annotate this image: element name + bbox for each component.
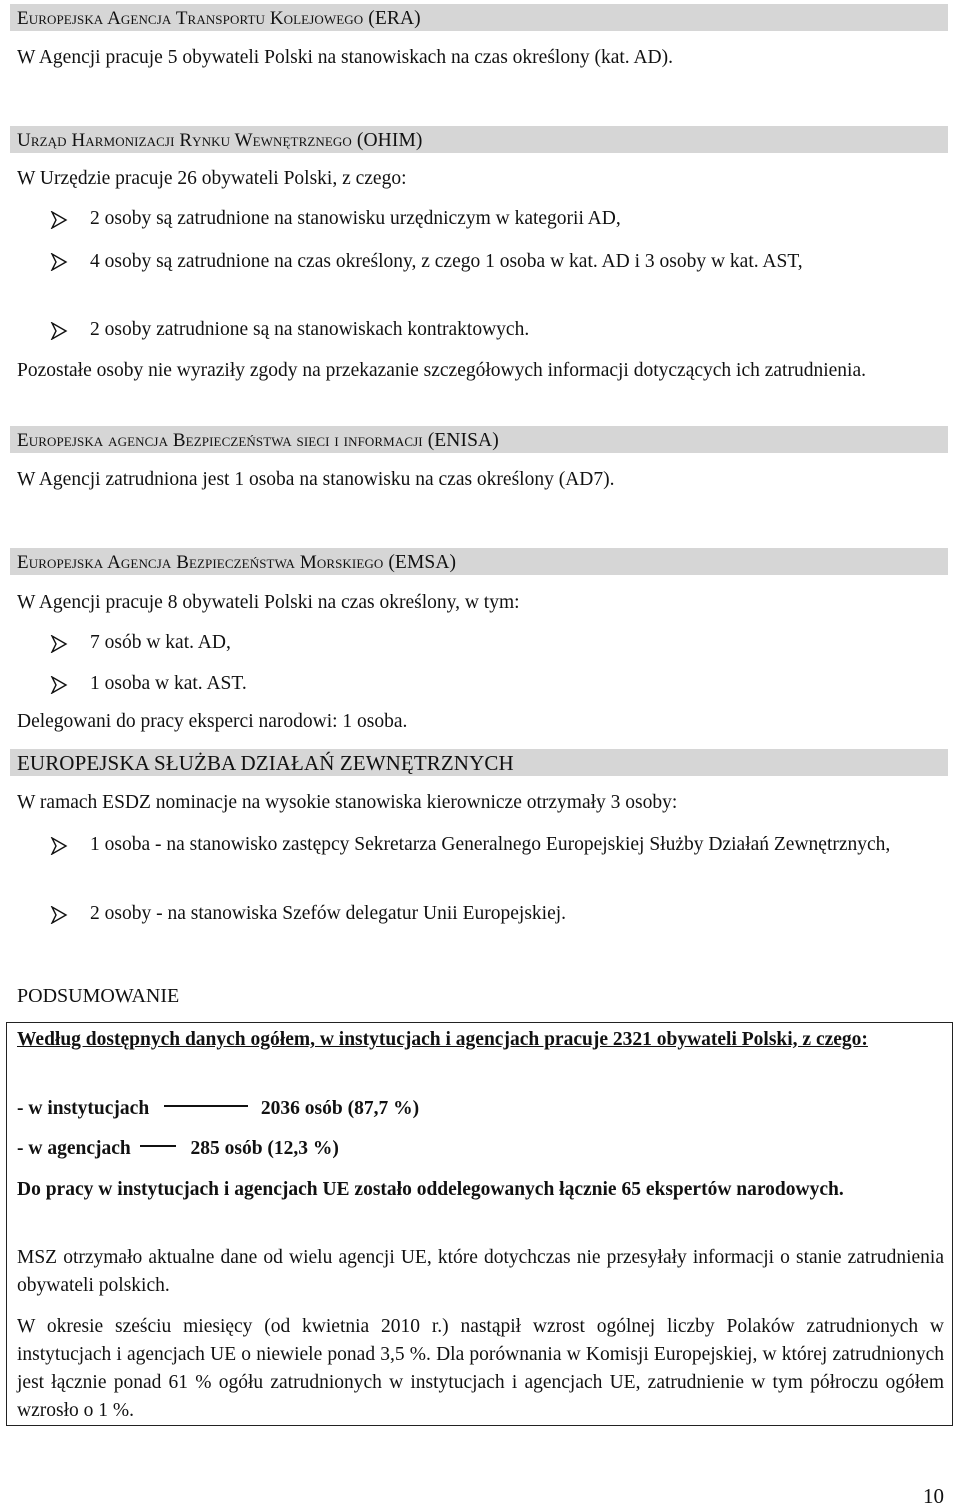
emsa-bullet: 7 osób w kat. AD, <box>90 632 231 653</box>
summary-heading: PODSUMOWANIE <box>17 985 180 1007</box>
agencies-value: 285 osób (12,3 %) <box>190 1138 339 1159</box>
institutions-label: - w instytucjach <box>17 1098 150 1119</box>
header-abbr: (ENISA) <box>427 430 499 451</box>
arrow-bullet-icon <box>50 253 68 271</box>
summary-institutions <box>17 1095 944 1123</box>
dash-line <box>140 1145 176 1147</box>
summary-agencies <box>17 1135 944 1163</box>
section-header-enisa <box>10 426 948 453</box>
dash-line <box>164 1105 248 1107</box>
era-text: W Agencji pracuje 5 obywateli Polski na stanowiskach na czas określony (kat. AD). <box>17 47 673 68</box>
page-number: 10 <box>923 1484 944 1508</box>
arrow-bullet-icon <box>50 322 68 340</box>
esdz-bullet: 1 osoba - na stanowisko zastępcy Sekretarza Generalnego Europejskiej Służby Działań Zewnętrznych, <box>90 834 891 855</box>
header-name: Europejska Agencja Bezpieczeństwa Morskiego <box>17 552 384 573</box>
emsa-bullet: 1 osoba w kat. AST. <box>90 673 247 694</box>
agencies-label: - w agencjach <box>17 1138 131 1159</box>
header-name: Europejska agencja Bezpieczeństwa sieci i informacji <box>17 430 423 451</box>
ohim-intro: W Urzędzie pracuje 26 obywateli Polski, z czego: <box>17 168 407 189</box>
section-header-esdz: EUROPEJSKA SŁUŻBA DZIAŁAŃ ZEWNĘTRZNYCH <box>10 749 948 776</box>
arrow-bullet-icon <box>50 635 68 653</box>
ohim-bullet: 4 osoby są zatrudnione na czas określony, z czego 1 osoba w kat. AD i 3 osoby w kat. AST, <box>90 251 803 272</box>
summary-growth: W okresie sześciu miesięcy (od kwietnia 2010 r.) nastąpił wzrost ogólnej liczby Polaków zatrudnionych w instytucjach i agencjach UE o niewiele ponad 3,5 %. Dla porównania w Komisji Europejskiej, w której zatrudnionych jest łącznie ponad 61 % ogółu zatrudnionych w instytucjach i agencjach UE, zatrudnienie w tym półroczu ogółem wzrosło o 1 %. <box>17 1316 944 1421</box>
emsa-note: Delegowani do pracy eksperci narodowi: 1 osoba. <box>17 711 408 732</box>
header-abbr: (ERA) <box>368 8 421 29</box>
arrow-bullet-icon <box>50 837 68 855</box>
summary-experts: Do pracy w instytucjach i agencjach UE zostało oddelegowanych łącznie 65 ekspertów narodowych. <box>17 1179 844 1200</box>
summary-msz: MSZ otrzymało aktualne dane od wielu agencji UE, które dotychczas nie przesyłały informacji o stanie zatrudnienia obywateli polskich. <box>17 1247 944 1296</box>
section-header-ohim <box>10 126 948 153</box>
arrow-bullet-icon <box>50 906 68 924</box>
header-name: Urząd Harmonizacji Rynku Wewnętrznego <box>17 130 352 151</box>
institutions-value: 2036 osób (87,7 %) <box>260 1098 420 1119</box>
esdz-bullet: 2 osoby - na stanowiska Szefów delegatur Unii Europejskiej. <box>90 903 567 924</box>
enisa-text: W Agencji zatrudniona jest 1 osoba na stanowisku na czas określony (AD7). <box>17 469 615 490</box>
section-header-era <box>10 4 948 31</box>
section-header-emsa <box>10 548 948 575</box>
ohim-note: Pozostałe osoby nie wyraziły zgody na przekazanie szczegółowych informacji dotyczących ich zatrudnienia. <box>17 360 866 381</box>
header-name: Europejska Agencja Transportu Kolejowego <box>17 8 364 29</box>
ohim-bullet: 2 osoby zatrudnione są na stanowiskach kontraktowych. <box>90 319 530 340</box>
header-abbr: (OHIM) <box>356 130 423 151</box>
header-abbr: (EMSA) <box>388 552 457 573</box>
summary-total: Według dostępnych danych ogółem, w instytucjach i agencjach pracuje 2321 obywateli Polski, z czego: <box>17 1029 868 1050</box>
arrow-bullet-icon <box>50 211 68 229</box>
arrow-bullet-icon <box>50 676 68 694</box>
esdz-intro: W ramach ESDZ nominacje na wysokie stanowiska kierownicze otrzymały 3 osoby: <box>17 792 678 813</box>
ohim-bullet: 2 osoby są zatrudnione na stanowisku urzędniczym w kategorii AD, <box>90 208 621 229</box>
emsa-intro: W Agencji pracuje 8 obywateli Polski na czas określony, w tym: <box>17 592 520 613</box>
